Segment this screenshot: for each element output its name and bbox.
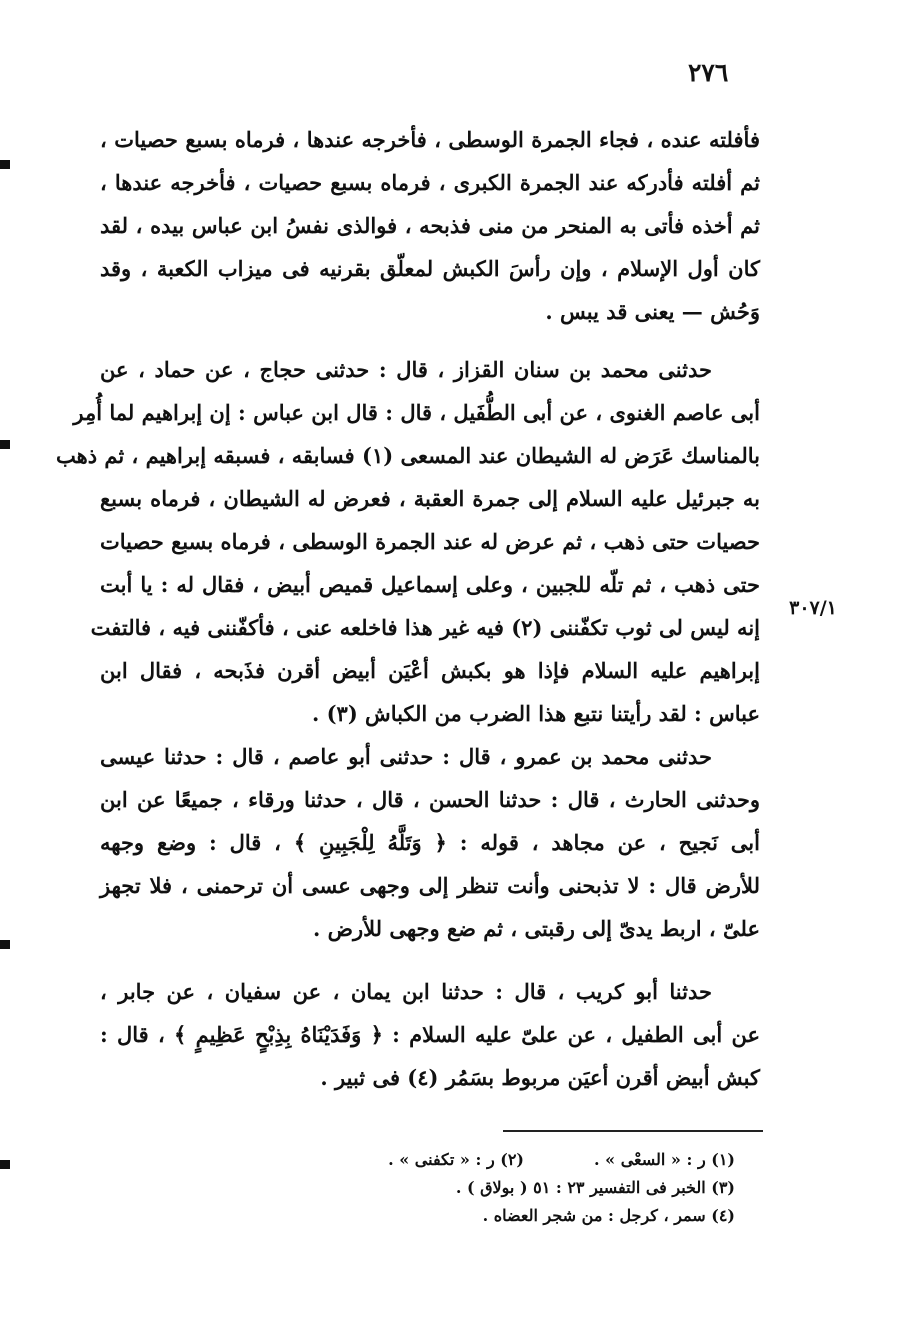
text-line: به جبرئيل عليه السلام إلى جمرة العقبة ، فعرض له الشيطان ، فرماه بسبع	[100, 486, 760, 511]
text-line: ثم أفلته فأدركه عند الجمرة الكبرى ، فرماه بسبع حصيات ، فأخرجه عندها ،	[100, 170, 760, 195]
paragraph-1	[100, 118, 760, 333]
scan-edge-mark	[0, 160, 10, 169]
margin-reference: ٣٠٧/١	[789, 597, 837, 619]
text-line: حدثنى محمد بن سنان القزاز ، قال : حدثنى حجاج ، عن حماد ، عن	[100, 357, 712, 382]
text-line: وحدثنى الحارث ، قال : حدثنا الحسن ، قال ، حدثنا ورقاء ، جميعًا عن ابن	[100, 787, 760, 812]
paragraph-3	[100, 735, 760, 950]
scan-edge-mark	[0, 940, 10, 949]
footnote-line	[240, 1174, 735, 1202]
scan-edge-mark	[0, 1160, 10, 1169]
text-line: عباس : لقد رأيتنا نتبع هذا الضرب من الكباش (٣) .	[311, 701, 760, 726]
text-line: بالمناسك عَرَض له الشيطان عند المسعى (١) فسابقه ، فسبقه إبراهيم ، ثم ذهب	[56, 443, 760, 468]
footnote-4: (٤) سمر ، كرجل : من شجر العضاه .	[482, 1206, 735, 1225]
footnote-line	[240, 1146, 735, 1174]
footnote-line	[240, 1202, 735, 1230]
footnote-separator	[503, 1130, 763, 1132]
text-line: حدثنا أبو كريب ، قال : حدثنا ابن يمان ، عن سفيان ، عن جابر ،	[100, 979, 712, 1004]
text-line: للأرض قال : لا تذبحنى وأنت تنظر إلى وجهى عسى أن ترحمنى ، فلا تجهز	[100, 873, 760, 898]
text-line: كان أول الإسلام ، وإن رأسَ الكبش لمعلّق بقرنيه فى ميزاب الكعبة ، وقد	[100, 256, 760, 281]
text-line: إبراهيم عليه السلام فإذا هو بكبش أعْيَن أبيض أقرن فذَبحه ، فقال ابن	[100, 658, 760, 683]
paragraph-4	[100, 970, 760, 1099]
footnotes	[240, 1146, 735, 1230]
text-line: وَحُش — يعنى قد يبس .	[545, 299, 760, 324]
footnote-2: (٢) ر : « تكفنى » .	[388, 1150, 524, 1169]
text-line: حتى ذهب ، ثم تلّه للجبين ، وعلى إسماعيل قميص أبيض ، فقال له : يا أبت	[100, 572, 760, 597]
text-line: علىّ ، اربط يدىّ إلى رقبتى ، ثم ضع وجهى للأرض .	[312, 916, 760, 941]
text-line: كبش أبيض أقرن أعيَن مربوط بسَمُر (٤) فى ثبير .	[320, 1065, 760, 1090]
footnote-3: (٣) الخبر فى التفسير ٢٣ : ٥١ ( بولاق ) .	[455, 1178, 735, 1197]
text-line: ثم أخذه فأتى به المنحر من منى فذبحه ، فوالذى نفسُ ابن عباس بيده ، لقد	[100, 213, 760, 238]
page-number: ٢٧٦	[688, 58, 729, 87]
text-line: حصيات حتى ذهب ، ثم عرض له عند الجمرة الوسطى ، فرماه بسبع حصيات	[100, 529, 760, 554]
text-line: أبى عاصم الغنوى ، عن أبى الطُّفَيل ، قال : قال ابن عباس : إن إبراهيم لما أُمِر	[73, 400, 760, 425]
text-line: أبى نَجيح ، عن مجاهد ، قوله : ﴿ وَتَلَّهُ لِلْجَبِينِ ﴾ ، قال : وضع وجهه	[100, 830, 760, 855]
scan-edge-mark	[0, 440, 10, 449]
text-line: حدثنى محمد بن عمرو ، قال : حدثنى أبو عاصم ، قال : حدثنا عيسى	[100, 744, 712, 769]
text-line: عن أبى الطفيل ، عن علىّ عليه السلام : ﴿ وَفَدَيْنَاهُ بِذِبْحٍ عَظِيمٍ ﴾ ، قال :	[100, 1022, 760, 1047]
text-line: إنه ليس لى ثوب تكفّننى (٢) فيه غير هذا فاخلعه عنى ، فأكفّننى فيه ، فالتفت	[90, 615, 760, 640]
paragraph-2	[56, 348, 760, 735]
footnote-1: (١) ر : « السعْى » .	[593, 1150, 735, 1169]
text-line: فأفلته عنده ، فجاء الجمرة الوسطى ، فأخرجه عندها ، فرماه بسبع حصيات ،	[100, 127, 760, 152]
